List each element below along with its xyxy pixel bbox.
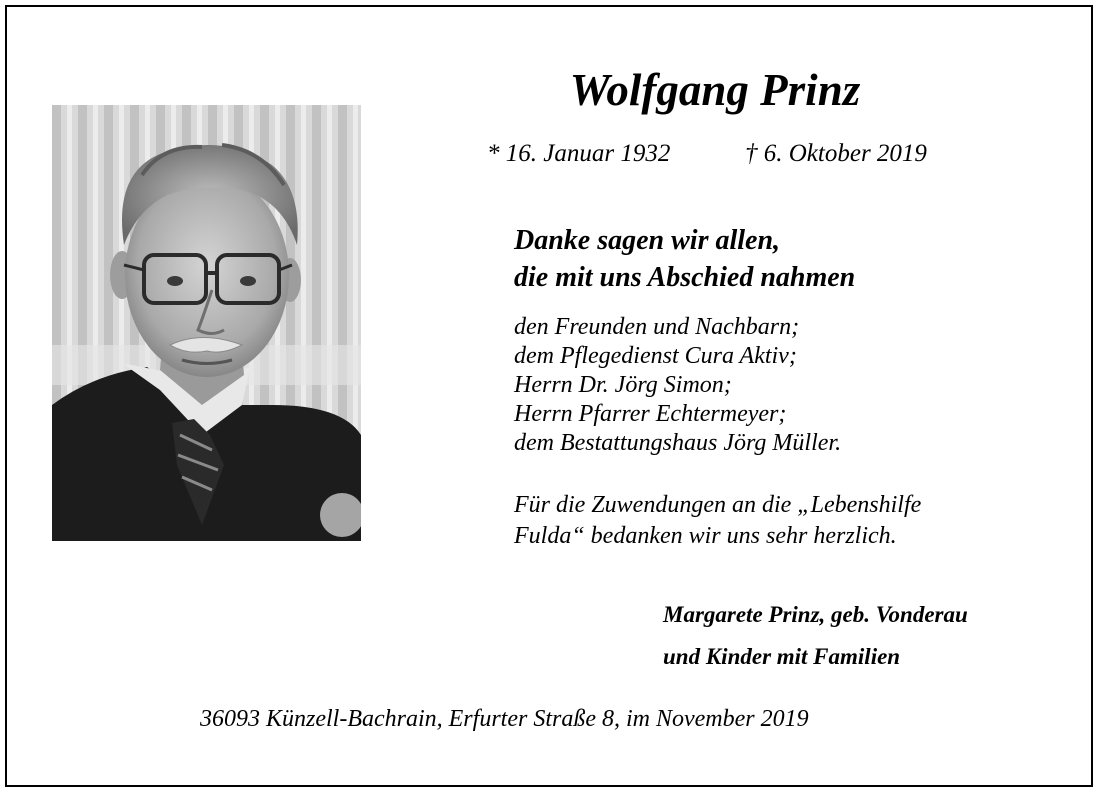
address-line: 36093 Künzell-Bachrain, Erfurter Straße 8, im November 2019 (200, 706, 809, 732)
death-date: † 6. Oktober 2019 (745, 140, 927, 167)
thanks-heading (514, 222, 855, 296)
recipient-item: Herrn Pfarrer Echtermeyer; (514, 401, 787, 427)
portrait-illustration (52, 105, 361, 541)
recipient-item: Herrn Dr. Jörg Simon; (514, 372, 732, 398)
signature-line: und Kinder mit Familien (663, 644, 901, 669)
portrait-photo (52, 105, 361, 541)
family-signature (663, 594, 968, 678)
thanks-heading-line: die mit uns Abschied nahmen (514, 262, 856, 293)
donation-line: Fulda“ bedanken wir uns sehr herzlich. (514, 523, 897, 549)
recipient-item: dem Pflegedienst Cura Aktiv; (514, 343, 797, 369)
recipient-item: den Freunden und Nachbarn; (514, 314, 800, 340)
recipient-item: dem Bestattungshaus Jörg Müller. (514, 430, 842, 456)
signature-line: Margarete Prinz, geb. Vonderau (663, 602, 968, 627)
thanks-heading-line: Danke sagen wir allen, (514, 225, 781, 256)
deceased-name: Wolfgang Prinz (569, 65, 861, 115)
birth-date: * 16. Januar 1932 (487, 140, 671, 167)
thanks-recipients-list (514, 313, 841, 458)
donation-line: Für die Zuwendungen an die „Lebenshilfe (514, 492, 922, 518)
donation-thanks (514, 490, 921, 552)
